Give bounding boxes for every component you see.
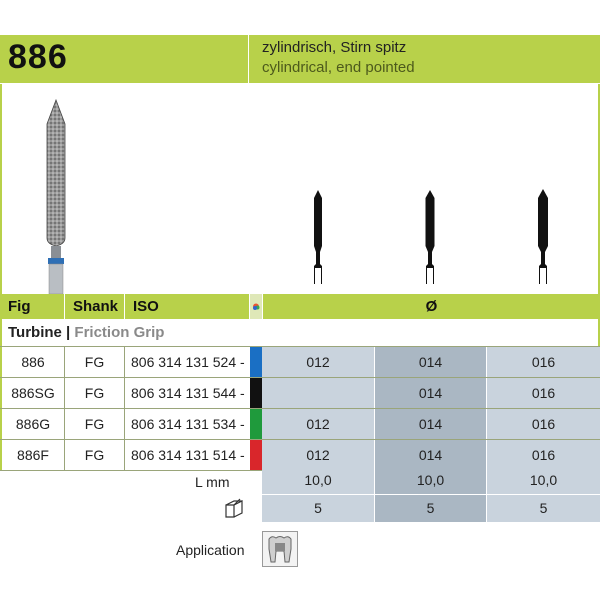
section-sub: Friction Grip: [74, 324, 165, 341]
fig-cell: 886G: [0, 409, 64, 439]
color-wheel-icon: [250, 294, 262, 319]
application-label: Application: [176, 542, 245, 558]
color-code-swatch: [250, 378, 262, 408]
pack-cell-3: 5: [487, 495, 600, 522]
product-image-area: [0, 84, 600, 294]
bur-silhouette-012: [308, 188, 328, 286]
diameter-cell-3: 016: [487, 347, 600, 377]
length-cell-3: 10,0: [487, 467, 600, 494]
diameter-cell-2: 014: [375, 347, 487, 377]
diameter-cell-1: 012: [262, 347, 375, 377]
length-cell-2: 10,0: [375, 467, 487, 494]
color-code-swatch: [250, 347, 262, 377]
diameter-cell-1: 012: [262, 440, 375, 470]
color-code-swatch: [250, 409, 262, 439]
pack-row: [262, 495, 600, 522]
diameter-cell-2: 014: [375, 409, 487, 439]
table-row: [0, 347, 600, 377]
length-label: L mm: [195, 474, 230, 490]
section-label: [0, 319, 600, 346]
iso-cell: 806 314 131 524 -: [124, 347, 250, 377]
diameter-cell-3: 016: [487, 440, 600, 470]
shank-cell: FG: [64, 378, 124, 408]
diameter-cell-1: [262, 378, 375, 408]
table-row: [0, 378, 600, 408]
pack-cell-1: 5: [262, 495, 375, 522]
tooth-icon: [262, 531, 298, 567]
product-code: 886: [8, 38, 68, 76]
shank-cell: FG: [64, 409, 124, 439]
iso-cell: 806 314 131 534 -: [124, 409, 250, 439]
divider: [0, 470, 262, 471]
header-color-code: [250, 294, 262, 319]
color-code-swatch: [250, 440, 262, 470]
length-cell-1: 10,0: [262, 467, 375, 494]
pack-cell-2: 5: [375, 495, 487, 522]
shank-cell: FG: [64, 347, 124, 377]
diameter-cell-1: 012: [262, 409, 375, 439]
shank-cell: FG: [64, 440, 124, 470]
diameter-cell-2: 014: [375, 440, 487, 470]
diameter-cell-3: 016: [487, 378, 600, 408]
diameter-cell-2: 014: [375, 378, 487, 408]
bur-photo: [38, 98, 74, 294]
description-english: cylindrical, end pointed: [262, 59, 415, 76]
header-iso: ISO: [125, 294, 249, 319]
description-german: zylindrisch, Stirn spitz: [262, 39, 407, 56]
section-main: Turbine |: [8, 324, 71, 341]
header-diameter: Ø: [263, 294, 600, 319]
bur-silhouette-014: [420, 188, 440, 286]
table-row: [0, 440, 600, 470]
iso-cell: 806 314 131 514 -: [124, 440, 250, 470]
length-row: [262, 467, 600, 494]
header-fig: Fig: [0, 294, 64, 319]
iso-cell: 806 314 131 544 -: [124, 378, 250, 408]
diameter-cell-3: 016: [487, 409, 600, 439]
bur-silhouette-016: [533, 188, 553, 286]
fig-cell: 886F: [0, 440, 64, 470]
header-shank: Shank: [65, 294, 124, 319]
table-row: [0, 409, 600, 439]
fig-cell: 886: [0, 347, 64, 377]
fig-cell: 886SG: [0, 378, 64, 408]
box-icon: [223, 497, 245, 519]
